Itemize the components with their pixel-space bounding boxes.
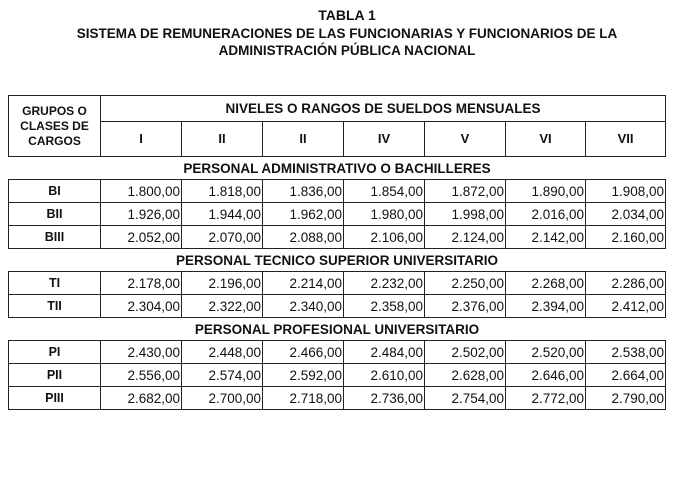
salary-cell: 2.232,00 <box>344 272 425 295</box>
salary-cell: 2.664,00 <box>586 364 666 387</box>
salary-cell: 2.484,00 <box>344 341 425 364</box>
salary-cell: 2.376,00 <box>425 295 506 318</box>
grade-code: BIII <box>9 226 101 249</box>
grade-code: PI <box>9 341 101 364</box>
salary-cell: 2.034,00 <box>586 203 666 226</box>
salary-cell: 2.448,00 <box>182 341 263 364</box>
salary-cell: 2.088,00 <box>263 226 344 249</box>
salary-cell: 2.160,00 <box>586 226 666 249</box>
salary-cell: 1.854,00 <box>344 180 425 203</box>
salary-cell: 1.890,00 <box>506 180 586 203</box>
salary-cell: 2.178,00 <box>101 272 182 295</box>
salary-cell: 1.926,00 <box>101 203 182 226</box>
salary-cell: 2.574,00 <box>182 364 263 387</box>
table-subtitle-line-2: ADMINISTRACIÓN PÚBLICA NACIONAL <box>218 43 476 58</box>
section-row <box>9 249 666 272</box>
salary-cell: 2.214,00 <box>263 272 344 295</box>
grade-code: PIII <box>9 387 101 410</box>
level-header: II <box>263 121 344 156</box>
salary-cell: 2.610,00 <box>344 364 425 387</box>
salary-cell: 1.800,00 <box>101 180 182 203</box>
salary-cell: 2.286,00 <box>586 272 666 295</box>
salary-cell: 2.682,00 <box>101 387 182 410</box>
salary-cell: 2.052,00 <box>101 226 182 249</box>
section-title: PERSONAL TECNICO SUPERIOR UNIVERSITARIO <box>9 249 666 272</box>
group-header-line: GRUPOS O <box>22 103 87 118</box>
levels-header: NIVELES O RANGOS DE SUELDOS MENSUALES <box>101 96 666 122</box>
salary-cell: 1.908,00 <box>586 180 666 203</box>
salary-cell: 1.998,00 <box>425 203 506 226</box>
salary-cell: 2.754,00 <box>425 387 506 410</box>
salary-cell: 2.322,00 <box>182 295 263 318</box>
salary-cell: 2.538,00 <box>586 341 666 364</box>
group-header-cell <box>9 96 101 157</box>
section-title: PERSONAL ADMINISTRATIVO O BACHILLERES <box>9 157 666 180</box>
salary-cell: 1.962,00 <box>263 203 344 226</box>
section-row <box>9 157 666 180</box>
salary-cell: 2.466,00 <box>263 341 344 364</box>
level-header: II <box>182 121 263 156</box>
grade-code: PII <box>9 364 101 387</box>
salary-cell: 2.430,00 <box>101 341 182 364</box>
table-header <box>9 96 666 157</box>
salary-cell: 2.340,00 <box>263 295 344 318</box>
salary-cell: 2.016,00 <box>506 203 586 226</box>
salary-cell: 2.772,00 <box>506 387 586 410</box>
salary-cell: 1.818,00 <box>182 180 263 203</box>
grade-code: BI <box>9 180 101 203</box>
salary-cell: 2.268,00 <box>506 272 586 295</box>
salary-cell: 2.124,00 <box>425 226 506 249</box>
level-header: IV <box>344 121 425 156</box>
salary-cell: 1.836,00 <box>263 180 344 203</box>
salary-cell: 2.790,00 <box>586 387 666 410</box>
table-row <box>9 295 666 318</box>
table-row <box>9 203 666 226</box>
level-header: VII <box>586 121 666 156</box>
salary-cell: 2.592,00 <box>263 364 344 387</box>
salary-cell: 2.502,00 <box>425 341 506 364</box>
salary-cell: 2.142,00 <box>506 226 586 249</box>
salary-cell: 2.070,00 <box>182 226 263 249</box>
salary-cell: 1.980,00 <box>344 203 425 226</box>
salary-cell: 1.944,00 <box>182 203 263 226</box>
table-body <box>9 157 666 410</box>
table-subtitle-line-1: SISTEMA DE REMUNERACIONES DE LAS FUNCIONARIAS Y FUNCIONARIOS DE LA <box>76 26 618 41</box>
title-block <box>0 7 694 59</box>
salary-cell: 1.872,00 <box>425 180 506 203</box>
salary-cell: 2.412,00 <box>586 295 666 318</box>
grade-code: TI <box>9 272 101 295</box>
salary-cell: 2.718,00 <box>263 387 344 410</box>
salary-cell: 2.196,00 <box>182 272 263 295</box>
salary-cell: 2.358,00 <box>344 295 425 318</box>
section-title: PERSONAL PROFESIONAL UNIVERSITARIO <box>9 318 666 341</box>
level-header: V <box>425 121 506 156</box>
grade-code: TII <box>9 295 101 318</box>
salary-cell: 2.628,00 <box>425 364 506 387</box>
table-row <box>9 341 666 364</box>
table-row <box>9 387 666 410</box>
salary-cell: 2.394,00 <box>506 295 586 318</box>
section-row <box>9 318 666 341</box>
salary-cell: 2.304,00 <box>101 295 182 318</box>
salary-table <box>8 95 666 410</box>
salary-cell: 2.736,00 <box>344 387 425 410</box>
table-row <box>9 180 666 203</box>
salary-cell: 2.646,00 <box>506 364 586 387</box>
group-header-line: CLASES DE <box>20 118 89 133</box>
salary-cell: 2.556,00 <box>101 364 182 387</box>
level-header: VI <box>506 121 586 156</box>
table-row <box>9 364 666 387</box>
group-header-line: CARGOS <box>28 133 81 148</box>
table-title: TABLA 1 <box>318 7 376 23</box>
salary-cell: 2.700,00 <box>182 387 263 410</box>
table-row <box>9 226 666 249</box>
grade-code: BII <box>9 203 101 226</box>
salary-cell: 2.520,00 <box>506 341 586 364</box>
salary-cell: 2.250,00 <box>425 272 506 295</box>
level-header: I <box>101 121 182 156</box>
salary-cell: 2.106,00 <box>344 226 425 249</box>
table-row <box>9 272 666 295</box>
